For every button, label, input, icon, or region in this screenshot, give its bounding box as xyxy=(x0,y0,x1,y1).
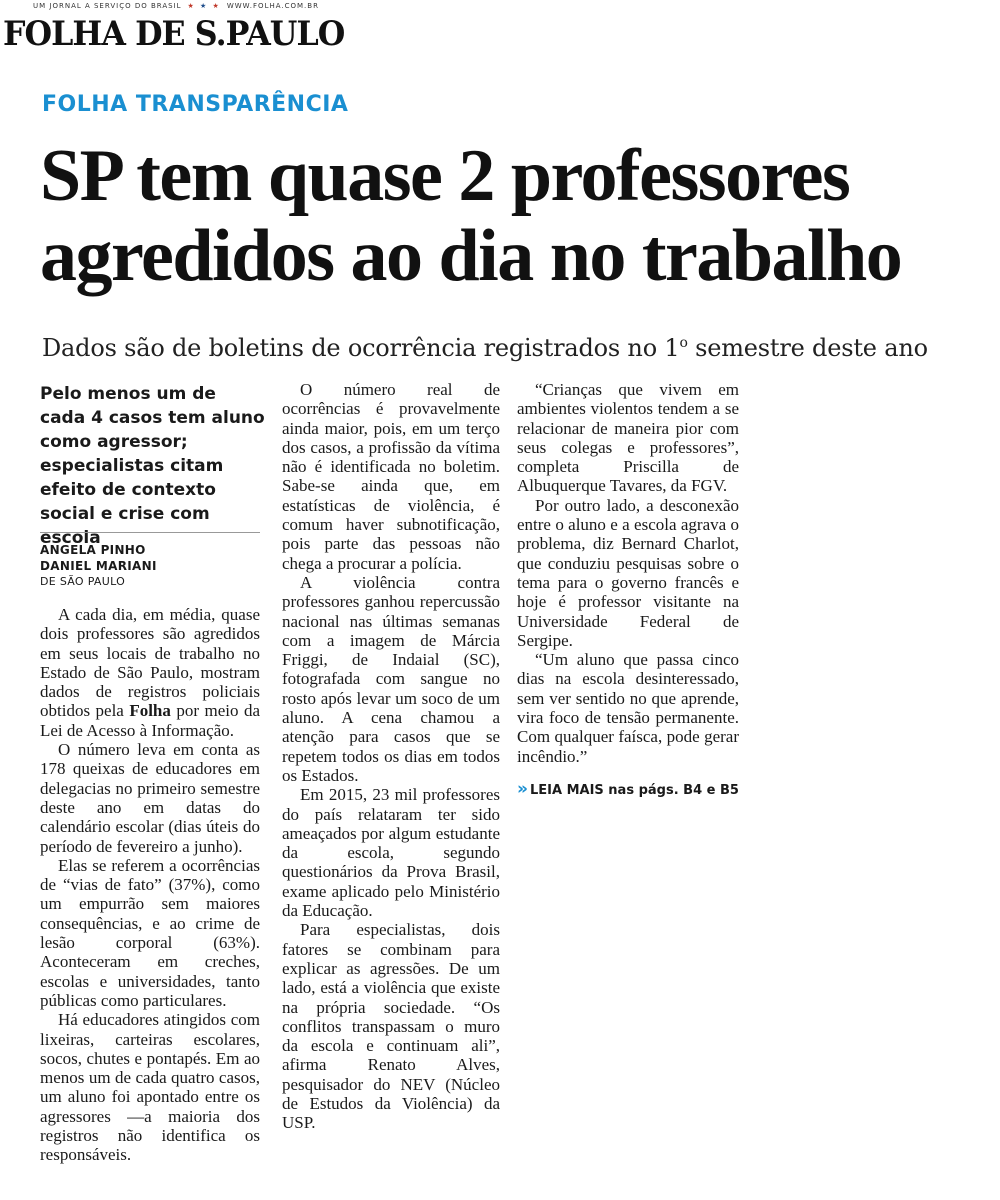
paragraph: Há educadores atingidos com lixeiras, carteiras escolares, socos, chutes e pontapés. Em ao menos um de cada quatro casos, um aluno foi apontado entre os agressores —a maioria dos registros não identifica os responsáveis. xyxy=(40,1010,260,1165)
dateline: DE SÃO PAULO xyxy=(40,575,126,588)
author-name: DANIEL MARIANI xyxy=(40,559,157,573)
read-more-text: LEIA MAIS nas págs. B4 e B5 xyxy=(529,783,739,798)
paragraph: “Crianças que vivem em ambientes violentos tendem a se relacionar de maneira pior com seus colegas e professores”, completa Priscilla de Albuquerque Tavares, da FGV. xyxy=(517,380,739,496)
masthead-tagline-row xyxy=(33,2,319,10)
dek-divider xyxy=(40,532,260,533)
masthead-tagline: UM JORNAL A SERVIÇO DO BRASIL xyxy=(33,2,182,10)
article-headline xyxy=(40,136,990,296)
paragraph: Em 2015, 23 mil professores do país relataram ter sido ameaçados por algum estudante da escola, segundo questionários da Prova Brasil, exame aplicado pelo Ministério da Educação. xyxy=(282,785,500,921)
masthead-website: WWW.FOLHA.COM.BR xyxy=(226,2,319,10)
subhead-text-end: semestre deste ano xyxy=(687,334,928,362)
read-more-link[interactable] xyxy=(517,779,739,799)
paragraph-text: A cada dia, em média, quase dois professores são agredidos em seus locais de trabalho no Estado de São Paulo, mostram dados de registros policiais obtidos pela xyxy=(40,605,260,721)
article-column-3 xyxy=(517,380,739,766)
paragraph-text: por meio da Lei de Acesso à Informação. xyxy=(40,701,260,740)
paragraph: Por outro lado, a desconexão entre o aluno e a escola agrava o problema, diz Bernard Charlot, que conduziu pesquisas sobre o tema para o governo francês e hoje é professor visitante na Universidade Federal de Sergipe. xyxy=(517,495,739,650)
paragraph: “Um aluno que passa cinco dias na escola desinteressado, sem ver sentido no que aprende, vira foco de tensão permanente. Com qualquer faísca, pode gerar incêndio.” xyxy=(517,650,739,766)
article-column-2 xyxy=(282,380,500,1133)
byline xyxy=(40,542,157,590)
masthead-stars: ★ ★ ★ xyxy=(187,2,221,10)
subhead-ordinal: o xyxy=(679,335,688,351)
subhead-text: Dados são de boletins de ocorrência registrados no 1 xyxy=(42,334,680,362)
paragraph: O número real de ocorrências é provavelmente ainda maior, pois, em um terço dos casos, a profissão da vítima não é identificada no boletim. Sabe-se ainda que, em estatísticas de violência, é comum haver subnotificação, pois parte das pessoas não chega a procurar a polícia. xyxy=(282,380,500,573)
paragraph: O número leva em conta as 178 queixas de educadores em delegacias no primeiro semestre deste ano em datas do calendário escolar (dias úteis do período de fevereiro a junho). xyxy=(40,740,260,856)
paragraph: A violência contra professores ganhou repercussão nacional nas últimas semanas com a imagem de Márcia Friggi, de Indaial (SC), fotografada com sangue no rosto após levar um soco de um aluno. A cena chamou a atenção para casos que se repetem todos os dias em todos os Estados. xyxy=(282,572,500,785)
newspaper-logo: FOLHA DE S.PAULO xyxy=(3,14,345,54)
section-kicker: FOLHA TRANSPARÊNCIA xyxy=(42,92,349,117)
article-subhead xyxy=(42,334,928,362)
article-column-1 xyxy=(40,605,260,1165)
headline-line-1: SP tem quase 2 professores xyxy=(40,135,850,217)
paragraph: Elas se referem a ocorrências de “vias de fato” (37%), como um empurrão sem maiores consequências, e ao crime de lesão corporal (63%). Aconteceram em creches, escolas e universidades, tanto públicas como particulares. xyxy=(40,855,260,1010)
paragraph: Para especialistas, dois fatores se combinam para explicar as agressões. De um lado, está a violência que existe na própria sociedade. “Os conflitos transpassam o muro da escola e continuam ali”, afirma Renato Alves, pesquisador do NEV (Núcleo de Estudos da Violência) da USP. xyxy=(282,920,500,1133)
author-name: ANGELA PINHO xyxy=(40,543,146,557)
article-dek: Pelo menos um de cada 4 casos tem aluno como agressor; especialistas citam efeito de contexto social e crise com escola xyxy=(40,384,265,548)
paragraph xyxy=(40,605,260,740)
headline-line-2: agredidos ao dia no trabalho xyxy=(40,215,902,297)
double-chevron-right-icon: » xyxy=(517,779,528,799)
newspaper-name-bold: Folha xyxy=(129,701,171,721)
